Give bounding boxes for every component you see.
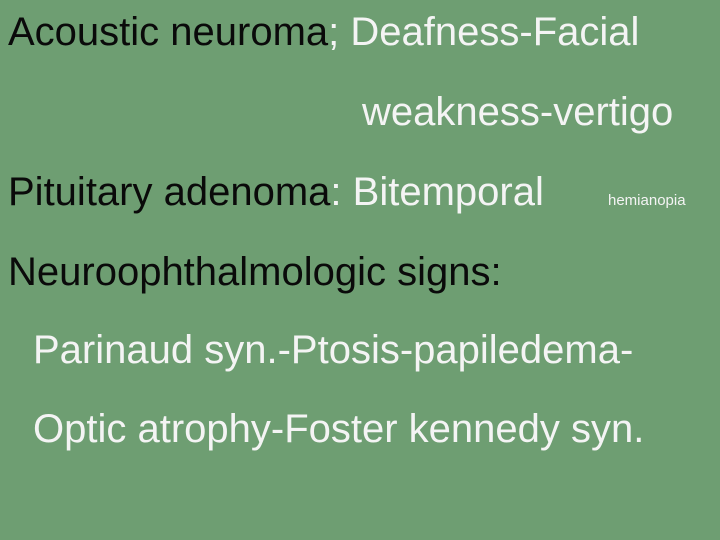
acoustic-neuroma-term: Acoustic neuroma (8, 10, 329, 54)
neuro-signs-line-1: Parinaud syn.-Ptosis-papiledema- (33, 328, 634, 372)
neuro-signs-line-2: Optic atrophy-Foster kennedy syn. (33, 407, 645, 451)
neuro-ophthalmologic-heading: Neuroophthalmologic signs: (8, 250, 502, 294)
pituitary-separator: : (330, 170, 353, 214)
acoustic-neuroma-line (8, 8, 639, 56)
acoustic-signs-part-2: weakness-vertigo (362, 90, 674, 134)
acoustic-signs-part-1: Deafness-Facial (350, 10, 640, 54)
pituitary-signs: Bitemporal (352, 170, 544, 214)
acoustic-separator: ; (328, 10, 351, 54)
pituitary-adenoma-term: Pituitary adenoma (8, 170, 331, 214)
pituitary-signs-small: hemianopia (608, 192, 686, 209)
pituitary-adenoma-line (8, 168, 544, 216)
